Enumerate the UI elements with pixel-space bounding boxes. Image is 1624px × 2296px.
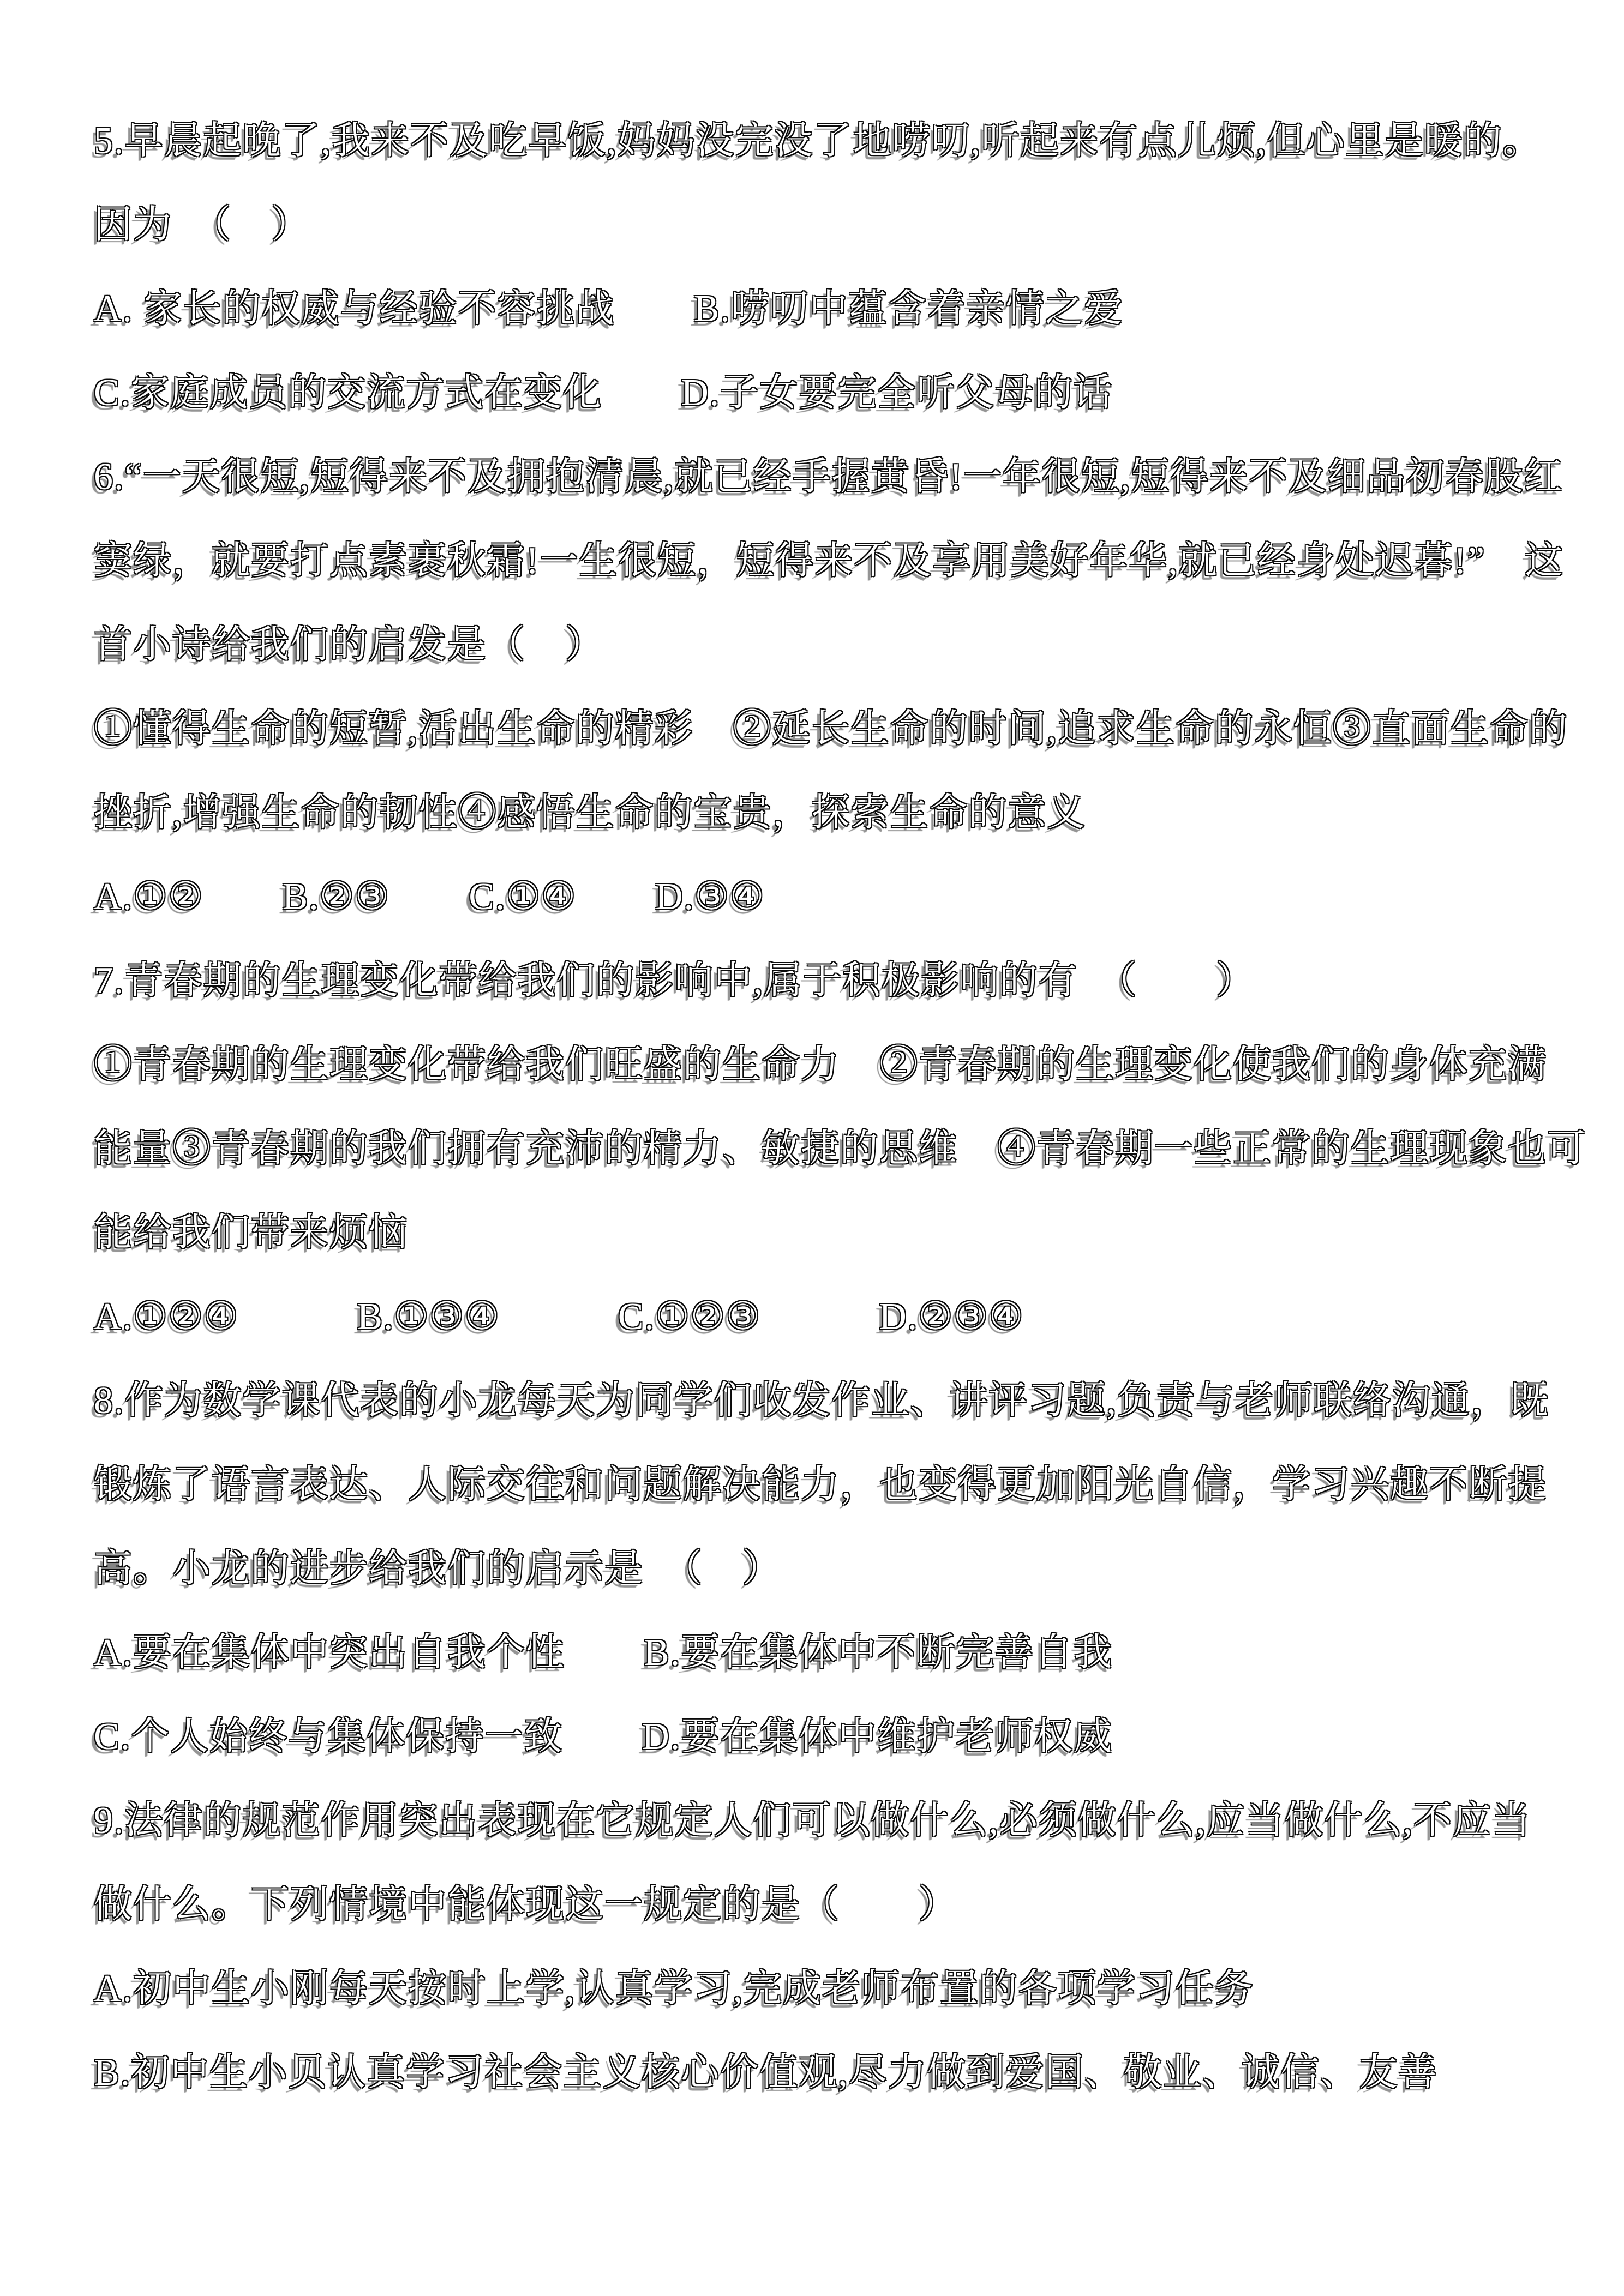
question-7	[94, 939, 1586, 1359]
question-5	[94, 99, 1575, 435]
question-7-items-line-2: 能量③青春期的我们拥有充沛的精力、敏捷的思维 ④青春期一些正常的生理现象也可	[94, 1128, 1586, 1170]
question-5-stem-line-2: 因为 （ ）	[94, 204, 310, 246]
question-9-stem-line-2: 做什么。下列情境中能体现这一规定的是（ ）	[94, 1884, 958, 1926]
question-9-option-a: A.初中生小刚每天按时上学,认真学习,完成老师布置的各项学习任务	[94, 1968, 1255, 2010]
question-8-options-ab: A.要在集体中突出自我个性 B.要在集体中不断完善自我	[94, 1632, 1113, 1674]
question-6-stem-line-2: 窦绿，就要打点素裹秋霜!一生很短，短得来不及享用美好年华,就已经身处迟暮!” 这	[94, 540, 1565, 582]
question-8-stem-line-3: 高。小龙的进步给我们的启示是 （ ）	[94, 1548, 782, 1590]
question-5-options-ab: A. 家长的权威与经验不容挑战 B.唠叨中蕴含着亲情之爱	[94, 288, 1124, 330]
question-6-stem-line-1: 6.“一天很短,短得来不及拥抱清晨,就已经手握黄昏!一年很短,短得来不及细品初春股红	[94, 456, 1563, 498]
question-8-stem-line-1: 8.作为数学课代表的小龙每天为同学们收发作业、讲评习题,负责与老师联络沟通，既	[94, 1380, 1549, 1422]
question-7-items-line-1: ①青春期的生理变化带给我们旺盛的生命力 ②青春期的生理变化使我们的身体充满	[94, 1044, 1547, 1086]
question-8	[94, 1359, 1575, 1779]
question-7-options-abcd: A.①②④ B.①③④ C.①②③ D.②③④	[94, 1296, 1024, 1338]
question-7-items-line-3: 能给我们带来烦恼	[94, 1212, 408, 1254]
question-9	[94, 1779, 1575, 2115]
question-6-stem-line-3: 首小诗给我们的启发是（ ）	[94, 624, 604, 666]
question-6	[94, 435, 1575, 939]
question-6-items-line-1: ①懂得生命的短暂,活出生命的精彩 ②延长生命的时间,追求生命的永恒③直面生命的	[94, 708, 1568, 750]
question-5-options-cd: C.家庭成员的交流方式在变化 D.子女要完全听父母的话	[94, 372, 1113, 414]
question-8-options-cd: C.个人始终与集体保持一致 D.要在集体中维护老师权威	[94, 1716, 1113, 1758]
question-9-stem-line-1: 9.法律的规范作用突出表现在它规定人们可以做什么,必须做什么,应当做什么,不应当	[94, 1800, 1531, 1842]
question-8-stem-line-2: 锻炼了语言表达、人际交往和问题解决能力，也变得更加阳光自信，学习兴趣不断提	[94, 1464, 1547, 1506]
question-7-stem-line-1: 7.青春期的生理变化带给我们的影响中,属于积极影响的有 （ ）	[94, 960, 1255, 1002]
question-9-option-b: B.初中生小贝认真学习社会主义核心价值观,尽力做到爱国、敬业、诚信、友善	[94, 2052, 1438, 2094]
question-5-stem-line-1: 5.早晨起晚了,我来不及吃早饭,妈妈没完没了地唠叨,听起来有点儿烦,但心里是暖的。	[94, 120, 1542, 162]
question-6-options-abcd: A.①② B.②③ C.①④ D.③④	[94, 876, 765, 918]
question-6-items-line-2: 挫折,增强生命的韧性④感悟生命的宝贵，探索生命的意义	[94, 792, 1087, 834]
